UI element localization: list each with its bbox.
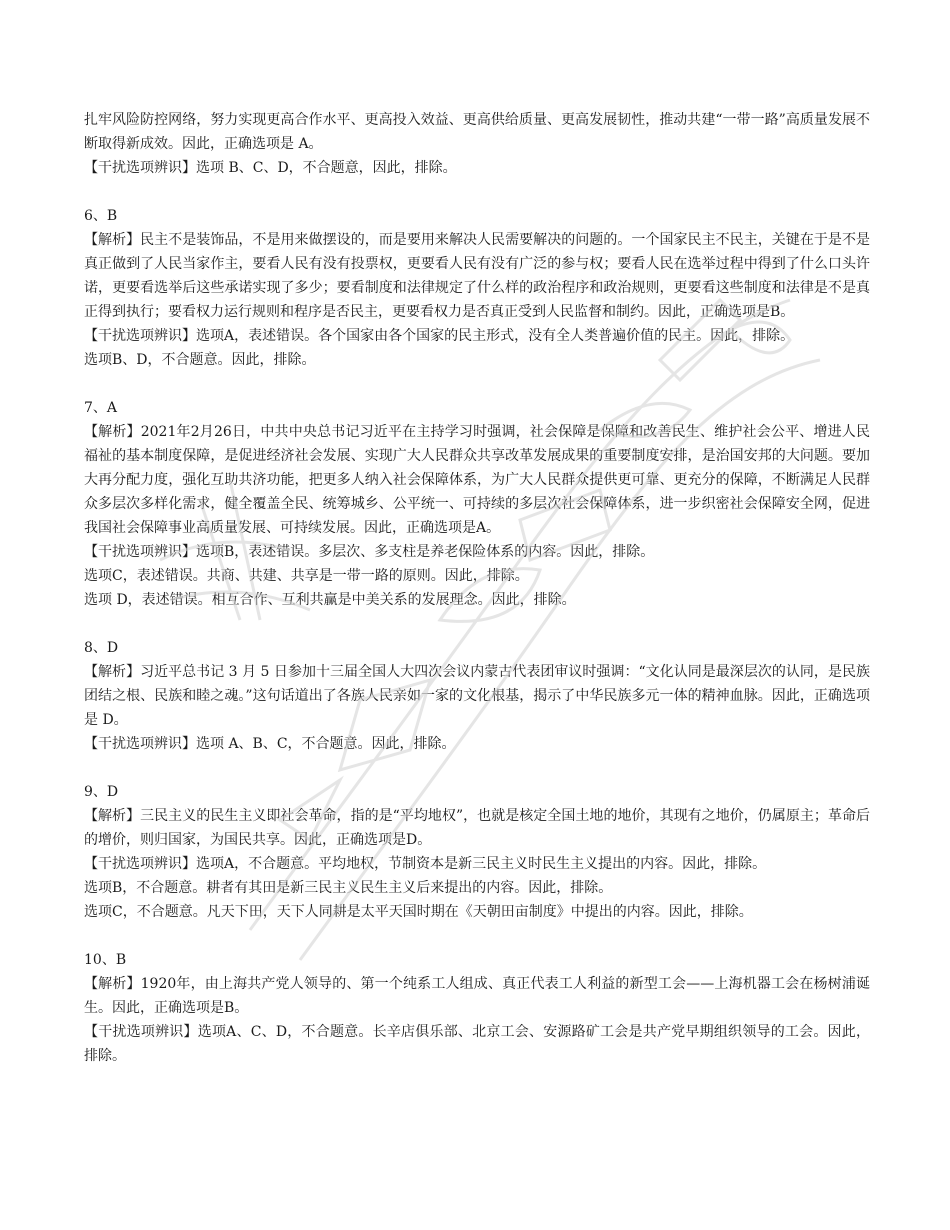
- spacer: [84, 180, 870, 204]
- question-7: [84, 396, 870, 612]
- distractor-paragraph: 选项 D，表述错误。相互合作、互利共赢是中美关系的发展理念。因此，排除。: [84, 592, 576, 608]
- distractor-paragraph: 【干扰选项辨识】选项B，表述错误。多层次、多支柱是养老保险体系的内容。因此，排除。: [84, 544, 655, 560]
- question-8: [84, 636, 870, 756]
- analysis-paragraph: 【解析】三民主义的民生主义即社会革命，指的是“平均地权”，也就是核定全国土地的地价，其现有之地价，仍属原主；革命后的增价，则归国家，为国民共享。因此，正确选项是D。: [84, 808, 870, 848]
- distractor-paragraph: 选项C，不合题意。凡天下田，天下人同耕是太平天国时期在《天朝田亩制度》中提出的内容。因此，排除。: [84, 904, 753, 920]
- question-6: [84, 204, 870, 372]
- question-number: 6、B: [84, 208, 118, 224]
- distractor-paragraph: 选项C，表述错误。共商、共建、共享是一带一路的原则。因此，排除。: [84, 568, 529, 584]
- question-number: 7、A: [84, 400, 118, 416]
- intro-distractor-note: 【干扰选项辨识】选项 B、C、D，不合题意，因此，排除。: [84, 160, 457, 176]
- analysis-paragraph: 【解析】习近平总书记 3 月 5 日参加十三届全国人大四次会议内蒙古代表团审议时强调：“文化认同是最深层次的认同，是民族团结之根、民族和睦之魂。”这句话道出了各族人民亲如一家的文化根基，揭示了中华民族多元一体的精神血脉。因此，正确选项是 D。: [84, 664, 870, 728]
- distractor-paragraph: 【干扰选项辨识】选项A，不合题意。平均地权，节制资本是新三民主义时民生主义提出的内容。因此，排除。: [84, 856, 767, 872]
- distractor-paragraph: 选项B，不合题意。耕者有其田是新三民主义民生主义后来提出的内容。因此，排除。: [84, 880, 613, 896]
- distractor-paragraph: 【干扰选项辨识】选项A，表述错误。各个国家由各个国家的民主形式，没有全人类普遍价值的民主。因此，排除。: [84, 328, 795, 344]
- question-10: [84, 948, 870, 1068]
- analysis-paragraph: 【解析】1920年，由上海共产党人领导的、第一个纯系工人组成、真正代表工人利益的新型工会——上海机器工会在杨树浦诞生。因此，正确选项是B。: [84, 976, 870, 1016]
- question-number: 10、B: [84, 952, 127, 968]
- distractor-paragraph: 【干扰选项辨识】选项A、C、D，不合题意。长辛店俱乐部、北京工会、安源路矿工会是共产党早期组织领导的工会。因此，排除。: [84, 1024, 870, 1064]
- spacer: [84, 924, 870, 948]
- question-9: [84, 780, 870, 924]
- question-number: 8、D: [84, 640, 119, 656]
- spacer: [84, 756, 870, 780]
- spacer: [84, 372, 870, 396]
- intro-paragraph: 扎牢风险防控网络，努力实现更高合作水平、更高投入效益、更高供给质量、更高发展韧性，推动共建“一带一路”高质量发展不断取得新成效。因此，正确选项是 A。: [84, 112, 870, 152]
- question-number: 9、D: [84, 784, 119, 800]
- analysis-paragraph: 【解析】2021年2月26日，中共中央总书记习近平在主持学习时强调，社会保障是保障和改善民生、维护社会公平、增进人民福祉的基本制度保障，是促进经济社会发展、实现广大人民群众共享改革发展成果的重要制度安排，是治国安邦的大问题。要加大再分配力度，强化互助共济功能，把更多人纳入社会保障体系，为广大人民群众提供更可靠、更充分的保障，不断满足人民群众多层次多样化需求，健全覆盖全民、统筹城乡、公平统一、可持续的多层次社会保障体系，进一步织密社会保障安全网，促进我国社会保障事业高质量发展、可持续发展。因此，正确选项是A。: [84, 424, 870, 536]
- spacer: [84, 612, 870, 636]
- document-body: [84, 108, 870, 1068]
- distractor-paragraph: 选项B、D，不合题意。因此，排除。: [84, 352, 316, 368]
- distractor-paragraph: 【干扰选项辨识】选项 A、B、C，不合题意。因此，排除。: [84, 736, 456, 752]
- analysis-paragraph: 【解析】民主不是装饰品，不是用来做摆设的，而是要用来解决人民需要解决的问题的。一个国家民主不民主，关键在于是不是真正做到了人民当家作主，要看人民有没有投票权，更要看人民有没有广泛的参与权；要看人民在选举过程中得到了什么口头许诺，更要看选举后这些承诺实现了多少；要看制度和法律规定了什么样的政治程序和政治规则，更要看这些制度和法律是不是真正得到执行；要看权力运行规则和程序是否民主，更要看权力是否真正受到人民监督和制约。因此，正确选项是B。: [84, 232, 870, 320]
